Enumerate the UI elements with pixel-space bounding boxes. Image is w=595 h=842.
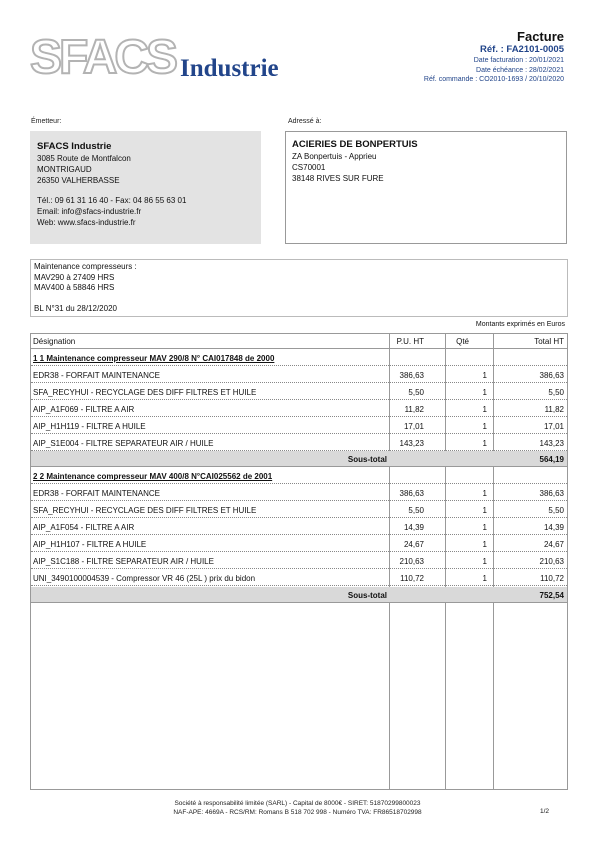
- line-designation: AIP_A1F054 - FILTRE A AIR: [33, 523, 135, 532]
- notes-line: MAV290 à 27409 HRS: [34, 272, 115, 282]
- emitter-box: [30, 131, 261, 244]
- line-quantity: 1: [482, 556, 487, 566]
- line-total: 210,63: [539, 556, 564, 566]
- emitter-email: Email: info@sfacs-industrie.fr: [37, 207, 142, 216]
- notes-line: MAV400 à 58846 HRS: [34, 283, 115, 292]
- line-total: 5,50: [548, 387, 564, 397]
- table-row: [31, 570, 567, 586]
- line-total: 110,72: [540, 573, 564, 583]
- logo-wordmark: SFACS: [30, 31, 176, 84]
- due-date: Date échéance : 28/02/2021: [476, 66, 564, 74]
- line-total: 14,39: [543, 523, 564, 532]
- subtotal-label: Sous-total: [347, 590, 387, 600]
- line-quantity: 1: [482, 573, 487, 583]
- logo-subtitle: Industrie: [180, 55, 279, 82]
- col-quantity: Qté: [456, 337, 469, 346]
- line-designation: AIP_A1F069 - FILTRE A AIR: [33, 404, 135, 414]
- line-unit-price: 17,01: [403, 421, 424, 431]
- line-quantity: 1: [482, 539, 487, 549]
- recipient-label: Adressé à:: [288, 118, 322, 125]
- section-header-row: [31, 468, 567, 484]
- currency-note: Montants exprimés en Euros: [475, 321, 565, 328]
- line-quantity: 1: [482, 421, 487, 431]
- line-total: 11,82: [544, 404, 564, 414]
- table-row: [31, 418, 567, 434]
- recipient-address-line: ZA Bonpertuis - Apprieu: [292, 152, 377, 161]
- table-row: [31, 367, 567, 383]
- line-total: 143,23: [539, 438, 564, 448]
- line-designation: EDR38 - FORFAIT MAINTENANCE: [33, 370, 160, 380]
- subtotal-row: [31, 587, 567, 603]
- recipient-name: ACIERIES DE BONPERTUIS: [292, 139, 418, 150]
- line-unit-price: 143,23: [399, 438, 424, 448]
- emitter-name: SFACS Industrie: [37, 141, 112, 152]
- line-total: 24,67: [543, 539, 564, 549]
- emitter-address-line: 3085 Route de Montfalcon: [37, 154, 131, 163]
- section-title: 2 2 Maintenance compresseur MAV 400/8 N°CAI025562 de 2001: [33, 472, 273, 482]
- line-designation: AIP_S1C188 - FILTRE SEPARATEUR AIR / HUILE: [33, 556, 214, 566]
- line-unit-price: 14,39: [403, 523, 424, 532]
- line-total: 5,50: [548, 506, 564, 516]
- invoice-ref: Réf. : FA2101-0005: [480, 44, 564, 55]
- subtotal-row: [31, 451, 567, 467]
- line-total: 17,01: [543, 421, 564, 431]
- line-quantity: 1: [482, 489, 487, 499]
- line-quantity: 1: [482, 370, 487, 380]
- recipient-address-line: CS70001: [292, 163, 326, 172]
- line-quantity: 1: [482, 506, 487, 516]
- delivery-note: BL N°31 du 28/12/2020: [34, 303, 117, 313]
- notes-line: Maintenance compresseurs :: [34, 262, 137, 271]
- table-row: [31, 536, 567, 552]
- emitter-phone: Tél.: 09 61 31 16 40 - Fax: 04 86 55 63 01: [37, 196, 187, 205]
- line-designation: AIP_H1H107 - FILTRE A HUILE: [33, 539, 147, 549]
- table-row: [31, 502, 567, 518]
- emitter-web: Web: www.sfacs-industrie.fr: [37, 218, 136, 227]
- line-unit-price: 24,67: [403, 539, 424, 549]
- line-designation: SFA_RECYHUI - RECYCLAGE DES DIFF FILTRES ET HUILE: [33, 387, 257, 397]
- line-quantity: 1: [482, 523, 487, 532]
- table-row: [31, 435, 567, 451]
- invoice-notes: [30, 259, 568, 317]
- line-total: 386,63: [539, 489, 564, 499]
- line-unit-price: 5,50: [408, 506, 424, 516]
- subtotal-label: Sous-total: [347, 455, 387, 465]
- section-header-row: [31, 350, 567, 366]
- emitter-address-line: MONTRIGAUD: [37, 165, 92, 174]
- line-designation: SFA_RECYHUI - RECYCLAGE DES DIFF FILTRES ET HUILE: [33, 506, 257, 516]
- table-row: [31, 401, 567, 417]
- order-ref: Réf. commande : CO2010-1693 / 20/10/2020: [423, 76, 564, 83]
- col-designation: Désignation: [33, 337, 76, 346]
- line-unit-price: 386,63: [399, 370, 424, 380]
- emitter-label: Émetteur:: [31, 118, 62, 125]
- table-row: [31, 553, 567, 569]
- emitter-address-line: 26350 VALHERBASSE: [37, 176, 120, 185]
- table-row: [31, 485, 567, 501]
- table-row: [31, 519, 567, 535]
- line-designation: UNI_3490100004539 - Compressor VR 46 (25L ) prix du bidon: [33, 573, 256, 583]
- col-total: Total HT: [534, 337, 564, 346]
- line-unit-price: 110,72: [400, 573, 424, 583]
- page-number: 1/2: [539, 808, 549, 815]
- footer-line: Société à responsabilité limitée (SARL) - Capital de 8000€ - SIRET: 51870299800023: [174, 800, 421, 807]
- invoice-lines-table: [30, 333, 568, 790]
- invoice-header: [424, 29, 564, 85]
- line-quantity: 1: [482, 387, 487, 397]
- subtotal-amount: 564,19: [539, 455, 564, 465]
- line-unit-price: 5,50: [408, 387, 424, 397]
- line-unit-price: 11,82: [404, 404, 424, 414]
- section-title: 1 1 Maintenance compresseur MAV 290/8 N° CAI017848 de 2000: [33, 354, 275, 363]
- recipient-address-line: 38148 RIVES SUR FURE: [292, 174, 384, 183]
- invoice-title: Facture: [517, 29, 564, 44]
- line-unit-price: 210,63: [399, 556, 424, 566]
- line-designation: AIP_S1E004 - FILTRE SEPARATEUR AIR / HUILE: [33, 438, 214, 448]
- table-header: [31, 334, 567, 349]
- line-total: 386,63: [539, 370, 564, 380]
- line-quantity: 1: [482, 438, 487, 448]
- invoice-date: Date facturation : 20/01/2021: [473, 57, 564, 64]
- subtotal-amount: 752,54: [539, 590, 564, 600]
- table-row: [31, 384, 567, 400]
- legal-footer: [0, 799, 595, 817]
- line-designation: EDR38 - FORFAIT MAINTENANCE: [33, 489, 160, 499]
- footer-line: NAF-APE: 4669A - RCS/RM: Romans B 518 702 998 - Numéro TVA: FR86518702998: [173, 809, 422, 816]
- recipient-box: [285, 131, 567, 244]
- line-unit-price: 386,63: [399, 489, 424, 499]
- line-quantity: 1: [482, 404, 487, 414]
- col-unit-price: P.U. HT: [396, 337, 424, 346]
- company-logo: [30, 31, 320, 86]
- line-designation: AIP_H1H119 - FILTRE A HUILE: [33, 421, 146, 431]
